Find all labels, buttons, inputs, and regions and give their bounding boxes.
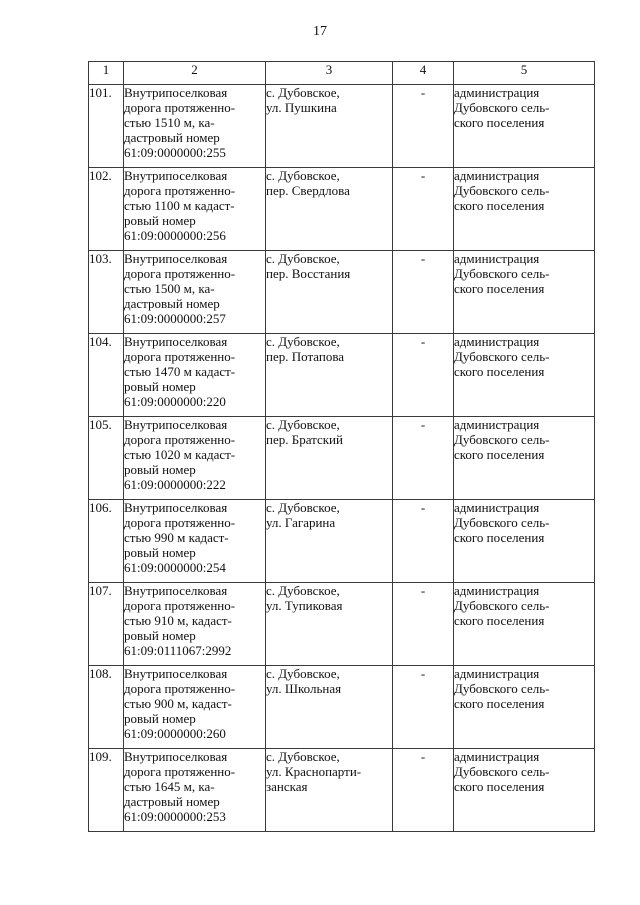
owner-line: Дубовского сель- xyxy=(454,764,550,779)
row-number: 102. xyxy=(89,168,124,251)
description-line: Внутрипоселковая xyxy=(124,168,228,183)
table-row xyxy=(89,334,595,417)
object-owner xyxy=(454,749,595,832)
description-line: стью 900 м, кадаст- xyxy=(124,696,232,711)
object-address xyxy=(266,666,393,749)
address-line: с. Дубовское, xyxy=(266,417,340,432)
column-4-value: - xyxy=(393,251,454,334)
owner-line: администрация xyxy=(454,749,540,764)
address-line: с. Дубовское, xyxy=(266,749,340,764)
description-line: Внутрипоселковая xyxy=(124,583,228,598)
object-address xyxy=(266,168,393,251)
owner-line: администрация xyxy=(454,251,540,266)
description-line: дастровый номер xyxy=(124,130,220,145)
column-4-value: - xyxy=(393,85,454,168)
description-line: 61:09:0000000:222 xyxy=(124,477,226,492)
description-line: Внутрипоселковая xyxy=(124,85,228,100)
object-owner xyxy=(454,251,595,334)
object-address xyxy=(266,417,393,500)
object-description xyxy=(124,749,266,832)
description-line: ровый номер xyxy=(124,628,196,643)
address-line: ул. Тупиковая xyxy=(266,598,343,613)
table-row xyxy=(89,583,595,666)
description-line: дорога протяженно- xyxy=(124,515,236,530)
address-line: с. Дубовское, xyxy=(266,168,340,183)
owner-line: ского поселения xyxy=(454,447,545,462)
description-line: стью 910 м, кадаст- xyxy=(124,613,232,628)
row-number: 104. xyxy=(89,334,124,417)
row-number: 106. xyxy=(89,500,124,583)
address-line: с. Дубовское, xyxy=(266,666,340,681)
owner-line: ского поселения xyxy=(454,613,545,628)
owner-line: ского поселения xyxy=(454,115,545,130)
object-description xyxy=(124,583,266,666)
header-row xyxy=(89,62,595,85)
object-address xyxy=(266,251,393,334)
address-line: с. Дубовское, xyxy=(266,583,340,598)
description-line: дорога протяженно- xyxy=(124,598,236,613)
table-row xyxy=(89,85,595,168)
description-line: ровый номер xyxy=(124,213,196,228)
description-line: 61:09:0000000:220 xyxy=(124,394,226,409)
description-line: дорога протяженно- xyxy=(124,100,236,115)
description-line: дастровый номер xyxy=(124,794,220,809)
column-4-value: - xyxy=(393,168,454,251)
table-row xyxy=(89,666,595,749)
page-number: 17 xyxy=(313,24,327,39)
owner-line: ского поселения xyxy=(454,696,545,711)
description-line: 61:09:0000000:256 xyxy=(124,228,226,243)
object-address xyxy=(266,749,393,832)
object-description xyxy=(124,168,266,251)
header-col-3: 3 xyxy=(266,62,393,85)
description-line: дорога протяженно- xyxy=(124,432,236,447)
owner-line: ского поселения xyxy=(454,198,545,213)
object-address xyxy=(266,85,393,168)
row-number: 101. xyxy=(89,85,124,168)
description-line: стью 1645 м, ка- xyxy=(124,779,215,794)
owner-line: Дубовского сель- xyxy=(454,266,550,281)
address-line: ул. Пушкина xyxy=(266,100,337,115)
table-row xyxy=(89,251,595,334)
description-line: стью 1020 м кадаст- xyxy=(124,447,236,462)
row-number: 108. xyxy=(89,666,124,749)
description-line: дастровый номер xyxy=(124,296,220,311)
address-line: ул. Гагарина xyxy=(266,515,336,530)
description-line: ровый номер xyxy=(124,545,196,560)
column-4-value: - xyxy=(393,500,454,583)
row-number: 103. xyxy=(89,251,124,334)
address-line: с. Дубовское, xyxy=(266,334,340,349)
description-line: 61:09:0000000:255 xyxy=(124,145,226,160)
description-line: 61:09:0000000:260 xyxy=(124,726,226,741)
description-line: стью 1500 м, ка- xyxy=(124,281,215,296)
object-description xyxy=(124,417,266,500)
description-line: 61:09:0111067:2992 xyxy=(124,643,232,658)
owner-line: администрация xyxy=(454,334,540,349)
address-line: пер. Восстания xyxy=(266,266,351,281)
description-line: Внутрипоселковая xyxy=(124,417,228,432)
row-number: 109. xyxy=(89,749,124,832)
owner-line: администрация xyxy=(454,666,540,681)
description-line: Внутрипоселковая xyxy=(124,749,228,764)
object-description xyxy=(124,500,266,583)
owner-line: Дубовского сель- xyxy=(454,681,550,696)
description-line: дорога протяженно- xyxy=(124,183,236,198)
row-number: 105. xyxy=(89,417,124,500)
owner-line: администрация xyxy=(454,168,540,183)
description-line: дорога протяженно- xyxy=(124,764,236,779)
table-row xyxy=(89,500,595,583)
object-address xyxy=(266,334,393,417)
object-owner xyxy=(454,666,595,749)
description-line: 61:09:0000000:257 xyxy=(124,311,226,326)
header-col-1: 1 xyxy=(89,62,124,85)
column-4-value: - xyxy=(393,583,454,666)
row-number: 107. xyxy=(89,583,124,666)
header-col-5: 5 xyxy=(454,62,595,85)
description-line: Внутрипоселковая xyxy=(124,500,228,515)
description-line: Внутрипоселковая xyxy=(124,334,228,349)
object-address xyxy=(266,500,393,583)
owner-line: Дубовского сель- xyxy=(454,100,550,115)
description-line: стью 1100 м кадаст- xyxy=(124,198,235,213)
owner-line: Дубовского сель- xyxy=(454,349,550,364)
address-line: с. Дубовское, xyxy=(266,251,340,266)
owner-line: ского поселения xyxy=(454,779,545,794)
owner-line: администрация xyxy=(454,500,540,515)
address-line: с. Дубовское, xyxy=(266,85,340,100)
header-col-4: 4 xyxy=(393,62,454,85)
description-line: стью 1470 м кадаст- xyxy=(124,364,236,379)
address-line: ул. Краснопарти- xyxy=(266,764,362,779)
table-row xyxy=(89,749,595,832)
object-owner xyxy=(454,85,595,168)
object-address xyxy=(266,583,393,666)
object-owner xyxy=(454,417,595,500)
column-4-value: - xyxy=(393,334,454,417)
header-col-2: 2 xyxy=(124,62,266,85)
description-line: стью 1510 м, ка- xyxy=(124,115,215,130)
description-line: дорога протяженно- xyxy=(124,681,236,696)
address-line: с. Дубовское, xyxy=(266,500,340,515)
owner-line: администрация xyxy=(454,583,540,598)
column-4-value: - xyxy=(393,666,454,749)
owner-line: Дубовского сель- xyxy=(454,183,550,198)
description-line: ровый номер xyxy=(124,711,196,726)
description-line: ровый номер xyxy=(124,462,196,477)
owner-line: ского поселения xyxy=(454,530,545,545)
description-line: Внутрипоселковая xyxy=(124,251,228,266)
object-description xyxy=(124,666,266,749)
owner-line: Дубовского сель- xyxy=(454,598,550,613)
table-row xyxy=(89,168,595,251)
object-description xyxy=(124,85,266,168)
description-line: ровый номер xyxy=(124,379,196,394)
column-4-value: - xyxy=(393,417,454,500)
registry-table xyxy=(88,61,595,832)
address-line: пер. Братский xyxy=(266,432,343,447)
owner-line: администрация xyxy=(454,85,540,100)
owner-line: Дубовского сель- xyxy=(454,432,550,447)
owner-line: Дубовского сель- xyxy=(454,515,550,530)
address-line: пер. Свердлова xyxy=(266,183,350,198)
description-line: 61:09:0000000:254 xyxy=(124,560,226,575)
address-line: пер. Потапова xyxy=(266,349,345,364)
object-description xyxy=(124,334,266,417)
column-4-value: - xyxy=(393,749,454,832)
description-line: стью 990 м кадаст- xyxy=(124,530,229,545)
object-description xyxy=(124,251,266,334)
description-line: дорога протяженно- xyxy=(124,349,236,364)
object-owner xyxy=(454,500,595,583)
description-line: Внутрипоселковая xyxy=(124,666,228,681)
description-line: 61:09:0000000:253 xyxy=(124,809,226,824)
object-owner xyxy=(454,168,595,251)
owner-line: ского поселения xyxy=(454,364,545,379)
owner-line: администрация xyxy=(454,417,540,432)
address-line: занская xyxy=(266,779,308,794)
owner-line: ского поселения xyxy=(454,281,545,296)
table-row xyxy=(89,417,595,500)
object-owner xyxy=(454,334,595,417)
address-line: ул. Школьная xyxy=(266,681,342,696)
object-owner xyxy=(454,583,595,666)
description-line: дорога протяженно- xyxy=(124,266,236,281)
